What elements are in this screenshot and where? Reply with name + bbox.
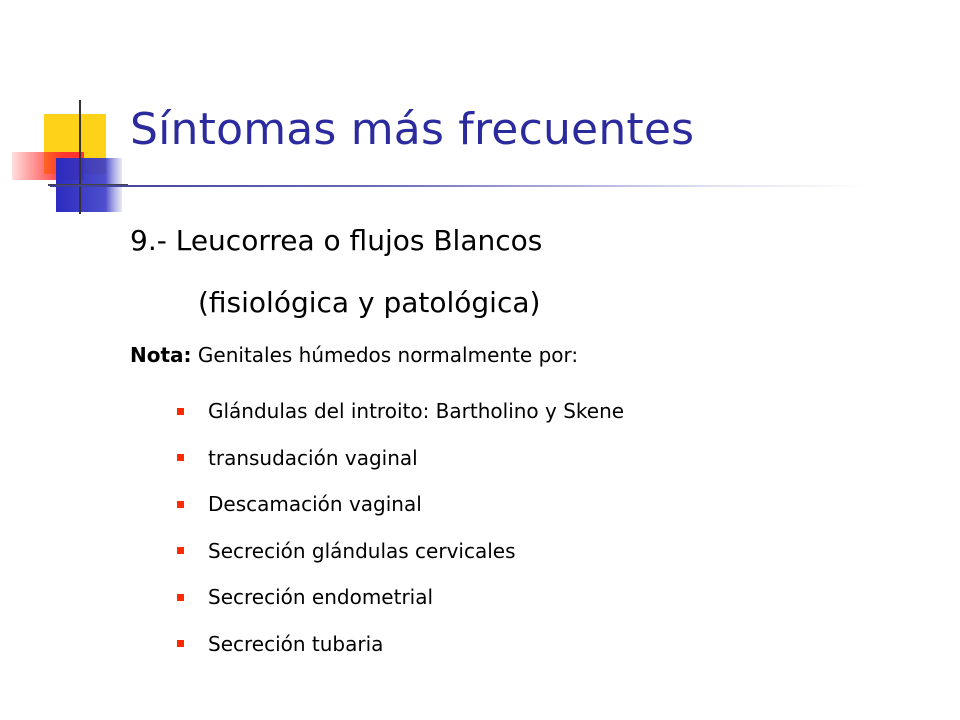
note-label: Nota: — [130, 343, 192, 367]
list-item — [177, 528, 624, 575]
list-item-text: Secreción glándulas cervicales — [208, 538, 516, 563]
bullet-list — [177, 388, 624, 667]
list-item — [177, 435, 624, 482]
list-item-text: Secreción tubaria — [208, 631, 384, 656]
square-bullet-icon — [177, 547, 184, 554]
heading-line-2: (fisiológica y patológica) — [198, 286, 541, 319]
heading-line-1: 9.- Leucorrea o flujos Blancos — [130, 224, 543, 257]
note — [130, 343, 578, 367]
square-bullet-icon — [177, 594, 184, 601]
list-item-text: Glándulas del introito: Bartholino y Skene — [208, 399, 625, 424]
slide-title: Síntomas más frecuentes — [130, 104, 695, 155]
list-item — [177, 574, 624, 621]
list-item-text: Descamación vaginal — [208, 492, 422, 517]
note-text: Genitales húmedos normalmente por: — [191, 343, 579, 367]
decorative-logo — [0, 90, 140, 230]
list-item — [177, 388, 624, 435]
square-bullet-icon — [177, 408, 184, 415]
square-bullet-icon — [177, 640, 184, 647]
square-bullet-icon — [177, 501, 184, 508]
list-item-text: Secreción endometrial — [208, 585, 434, 610]
list-item-text: transudación vaginal — [208, 445, 418, 470]
list-item — [177, 621, 624, 668]
list-item — [177, 481, 624, 528]
title-underline — [50, 185, 870, 187]
square-bullet-icon — [177, 454, 184, 461]
